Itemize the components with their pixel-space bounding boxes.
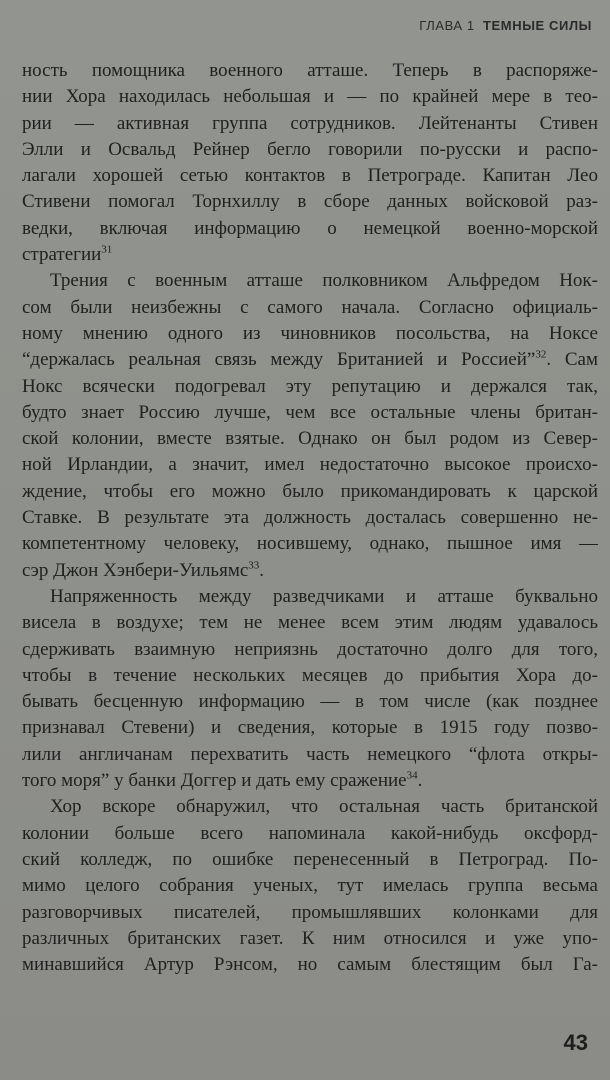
text-line-content: ной Ирландии, а значит, имел недостаточно высокое происхо- <box>22 454 598 476</box>
text-line-content: ность помощника военного атташе. Теперь в распоряже- <box>22 60 598 81</box>
text-line <box>22 216 598 242</box>
text-line-content: Напряженность между разведчиками и атташе буквально <box>50 585 598 607</box>
body-text <box>22 58 598 978</box>
text-line <box>22 558 598 584</box>
text-line <box>22 584 598 610</box>
text-line-content: разговорчивых писателей, промышлявших колонками для <box>22 901 598 923</box>
text-line <box>22 742 598 768</box>
running-header <box>419 18 592 33</box>
text-line <box>22 268 598 294</box>
text-line-content: сэр Джон Хэнбери-Уильямс <box>22 559 249 581</box>
text-line-content: лили англичанам перехватить часть немецкого “флота откры- <box>22 743 598 765</box>
text-line <box>22 663 598 689</box>
text-line <box>22 163 598 189</box>
text-line-tail: . <box>417 770 423 792</box>
text-line-content: компетентному человеку, носившему, однако, пышное имя — <box>22 533 598 555</box>
text-line <box>22 768 598 794</box>
text-line <box>22 952 598 978</box>
text-line <box>22 58 598 84</box>
text-line <box>22 610 598 636</box>
text-line <box>22 452 598 478</box>
text-line <box>22 873 598 899</box>
text-line-content: висела в воздухе; тем не менее всем этим людям удавалось <box>22 612 598 634</box>
text-line-content: мимо целого собрания ученых, тут имелась группа весьма <box>22 875 598 897</box>
chapter-label: ГЛАВА 1 <box>419 18 475 33</box>
text-line <box>22 531 598 557</box>
text-line-tail: . <box>259 559 265 581</box>
footnote-ref[interactable]: 32 <box>535 348 547 361</box>
text-line-content: лагали хорошей сетью контактов в Петрограде. Капитан Лео <box>22 165 598 187</box>
text-line <box>22 242 598 268</box>
text-line <box>22 794 598 820</box>
text-line <box>22 111 598 137</box>
text-line <box>22 900 598 926</box>
text-line-content: Стивени помогал Торнхиллу в сборе данных войсковой раз- <box>22 191 598 213</box>
text-line <box>22 847 598 873</box>
text-line-content: ждение, чтобы его можно было прикомандировать к царской <box>22 480 598 502</box>
text-line <box>22 295 598 321</box>
text-line-content: Хор вскоре обнаружил, что остальная часть британской <box>50 796 598 818</box>
text-line <box>22 479 598 505</box>
text-line <box>22 505 598 531</box>
text-line-content: признавал Стевени) и сведения, которые в 1915 году позво- <box>22 717 598 739</box>
text-line-content: ский колледж, по ошибке перенесенный в Петроград. По- <box>22 848 598 870</box>
text-line-content: ской колонии, вместе взятые. Однако он был родом из Север- <box>22 428 598 450</box>
footnote-ref[interactable]: 33 <box>248 559 260 572</box>
text-line-tail: . Сам <box>546 349 598 371</box>
text-line-content: различных британских газет. К ним относился и уже упо- <box>22 927 598 949</box>
text-line-content: Ставке. В результате эта должность досталась совершенно не- <box>22 507 598 529</box>
text-line-content: Элли и Освальд Рейнер бегло говорили по-русски и распо- <box>22 138 598 160</box>
text-line <box>22 400 598 426</box>
page-number: 43 <box>563 1030 588 1055</box>
footnote-ref[interactable]: 31 <box>101 243 113 256</box>
text-line-content: сом были неизбежны с самого начала. Согласно официаль- <box>22 296 598 318</box>
text-line <box>22 715 598 741</box>
text-line-content: того моря” у банки Доггер и дать ему сражение <box>22 770 407 792</box>
text-line-content: ведки, включая информацию о немецкой военно-морской <box>22 217 598 239</box>
text-line <box>22 84 598 110</box>
text-line <box>22 189 598 215</box>
text-line-content: стратегии <box>22 244 102 266</box>
text-line-content: чтобы в течение нескольких месяцев до прибытия Хора до- <box>22 664 598 686</box>
text-line-content: “держалась реальная связь между Британией и Россией” <box>22 349 536 371</box>
text-line <box>22 821 598 847</box>
text-line <box>22 637 598 663</box>
text-line-content: Нокс всячески подогревал эту репутацию и держался так, <box>22 375 598 397</box>
text-line-content: рии — активная группа сотрудников. Лейтенанты Стивен <box>22 112 598 134</box>
text-line <box>22 426 598 452</box>
text-line-content: колонии больше всего напоминала какой-нибудь оксфорд- <box>22 822 598 844</box>
text-line-content: бывать бесценную информацию — в том числе (как позднее <box>22 691 598 713</box>
text-line <box>22 137 598 163</box>
text-line <box>22 689 598 715</box>
text-line <box>22 374 598 400</box>
text-line <box>22 347 598 373</box>
text-line <box>22 321 598 347</box>
text-line-content: минавшийся Артур Рэнсом, но самым блестящим был Га- <box>22 954 598 976</box>
chapter-title: ТЕМНЫЕ СИЛЫ <box>482 18 592 33</box>
text-line-content: будто знает Россию лучше, чем все остальные члены британ- <box>22 401 598 423</box>
text-line <box>22 926 598 952</box>
text-line-content: ному мнению одного из чиновников посольства, на Ноксе <box>22 322 598 344</box>
text-line-content: сдерживать взаимную неприязнь достаточно долго для того, <box>22 638 598 660</box>
text-line-content: Трения с военным атташе полковником Альфредом Нок- <box>50 270 598 292</box>
footnote-ref[interactable]: 34 <box>406 769 418 782</box>
text-line-content: нии Хора находилась небольшая и — по крайней мере в тео- <box>22 86 598 108</box>
